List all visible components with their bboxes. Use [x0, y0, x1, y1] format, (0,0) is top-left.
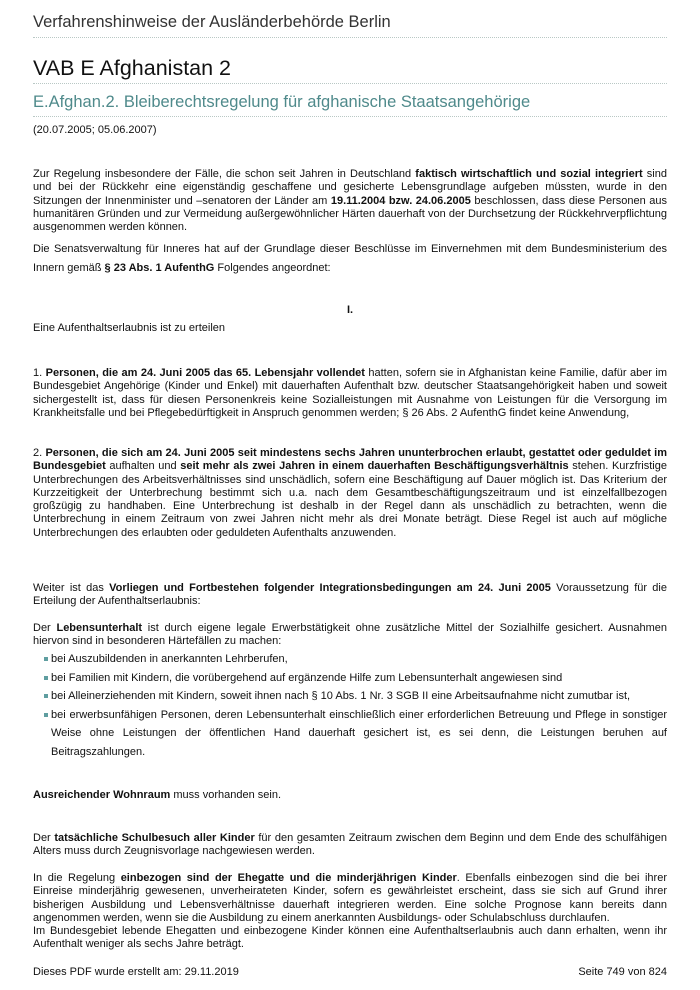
bullet-icon: [44, 713, 48, 717]
page-number: Seite 749 von 824: [578, 966, 667, 978]
document-title: VAB E Afghanistan 2: [33, 56, 232, 80]
hardship-list: [44, 650, 667, 761]
housing-paragraph: Ausreichender Wohnraum muss vorhanden sein.: [33, 789, 281, 801]
integration-conditions: Weiter ist das Vorliegen und Fortbestehen folgender Integrationsbedingungen am 24. Juni 2005 Voraussetzung für die Erteilung der Aufenthaltserlaubnis:: [33, 582, 667, 608]
bullet-icon: [44, 657, 48, 661]
list-item-1: 1. Personen, die am 24. Juni 2005 das 65. Lebensjahr vollendet hatten, sofern sie in Afghanistan keine Familie, dafür aber im Bundesgebiet Angehörige (Kinder und Enkel) mit dauerhaften Aufenthalt bzw. deutscher Staatsangehörigkeit haben und soweit sichergestellt ist, dass für diesen Personenkreis keine Sozialleistungen mit Ausnahme von Leistungen für die Versorgung im Krankheitsfalle und bei Pflegebedürftigkeit in Anspruch genommen werden; § 26 Abs. 2 AufenthG findet keine Anwendung,: [33, 367, 668, 419]
list-item: bei Auszubildenden in anerkannten Lehrberufen,: [44, 650, 667, 669]
site-title: Verfahrenshinweise der Ausländerbehörde Berlin: [33, 13, 391, 31]
creation-date: Dieses PDF wurde erstellt am: 29.11.2019: [33, 966, 239, 978]
divider: [33, 116, 667, 117]
divider: [33, 83, 667, 84]
school-paragraph: Der tatsächliche Schulbesuch aller Kinder für den gesamten Zeitraum zwischen dem Beginn und dem Ende des schulfähigen Alters muss durch Zeugnisvorlage nachgewiesen werden.: [33, 832, 667, 858]
ordinance-paragraph: Die Senatsverwaltung für Inneres hat auf der Grundlage dieser Beschlüsse im Einvernehmen mit dem Bundesministerium des Innern gemäß § 23 Abs. 1 AufenthG Folgendes angeordnet:: [33, 243, 667, 274]
list-item: bei Alleinerziehenden mit Kindern, soweit ihnen nach § 10 Abs. 1 Nr. 3 SGB II eine Arbeitsaufnahme nicht zumutbar ist,: [44, 687, 667, 706]
section-title: E.Afghan.2. Bleiberechtsregelung für afghanische Staatsangehörige: [33, 93, 531, 111]
grant-statement: Eine Aufenthaltserlaubnis ist zu erteilen: [33, 322, 226, 334]
roman-numeral-heading: I.: [346, 304, 354, 316]
bullet-icon: [44, 694, 48, 698]
list-item: bei Familien mit Kindern, die vorübergehend auf ergänzende Hilfe zum Lebensunterhalt angewiesen sind: [44, 669, 667, 688]
bullet-icon: [44, 676, 48, 680]
livelihood-paragraph: Der Lebensunterhalt ist durch eigene legale Erwerbstätigkeit ohne zusätzliche Mittel der Sozialhilfe gesichert. Ausnahmen hiervon sind in besonderen Härtefällen zu machen:: [33, 622, 668, 648]
version-dates: (20.07.2005; 05.06.2007): [33, 124, 157, 136]
divider: [33, 37, 667, 38]
list-item-2: 2. Personen, die sich am 24. Juni 2005 seit mindestens sechs Jahren ununterbrochen erlaubt, gestattet oder geduldet im Bundesgebiet aufhalten und seit mehr als zwei Jahren in einem dauerhaften Beschäftigungsverhältnis stehen. Kurzfristige Unterbrechungen des Arbeitsverhältnisses sind unschädlich, sofern eine Beschäftigung auf Dauer möglich ist. Das Kriterium der Kurzzeitigkeit der Unterbrechung bestimmt sich u.a. nach dem Gesamtbeschäftigungszeitraum und ist einzelfallbezogen großzügig zu handhaben. Eine Unterbrechung ist deshalb in der Regel dann als unschädlich zu betrachten, wenn die Unterbrechung in einem Zeitraum von zwei Jahren nicht mehr als drei Monate beträgt. Diese Regel ist auch auf mögliche Unterbrechungen des erlaubten oder geduldeten Aufenthalts anzuwenden.: [33, 447, 667, 539]
family-paragraph: In die Regelung einbezogen sind der Ehegatte und die minderjährigen Kinder. Ebenfalls einbezogen sind die bei ihrer Einreise minderjährig gewesenen, unverheirateten Kinder, sofern es gewährleistet erscheint, dass sie sich auf Grund ihrer bisherigen Ausbildung und Lebensverhältnisse dauerhaft integrieren werden. Eine solche Prognose kann bereits dann angenommen werden, wenn sie die Ausbildung zu einem anerkannten Ausbildungs- oder Schulabschluss durchlaufen. Im Bundesgebiet lebende Ehegatten und einbezogene Kinder können eine Aufenthaltserlaubnis auch dann erhalten, wenn ihr Aufenthalt weniger als sechs Jahre beträgt.: [33, 872, 667, 951]
list-item: bei erwerbsunfähigen Personen, deren Lebensunterhalt einschließlich einer erforderlichen Betreuung und Pflege in sonstiger Weise ohne Leistungen der öffentlichen Hand dauerhaft gesichert ist, es sei denn, die Leistungen beruhen auf Beitragszahlungen.: [44, 706, 667, 762]
intro-paragraph: Zur Regelung insbesondere der Fälle, die schon seit Jahren in Deutschland faktisch wirtschaftlich und sozial integriert sind und bei der Rückkehr eine eigenständig geschaffene und gesicherte Lebensgrundlage aufgeben müssten, wurde in den Sitzungen der Innenminister und –senatoren der Länder am 19.11.2004 bzw. 24.06.2005 beschlossen, dass diese Personen aus humanitären Gründen und zur Vermeidung außergewöhnlicher Härten dauerhaft von der Durchsetzung der Rückkehrverpflichtung ausgenommen werden können.: [33, 168, 667, 234]
